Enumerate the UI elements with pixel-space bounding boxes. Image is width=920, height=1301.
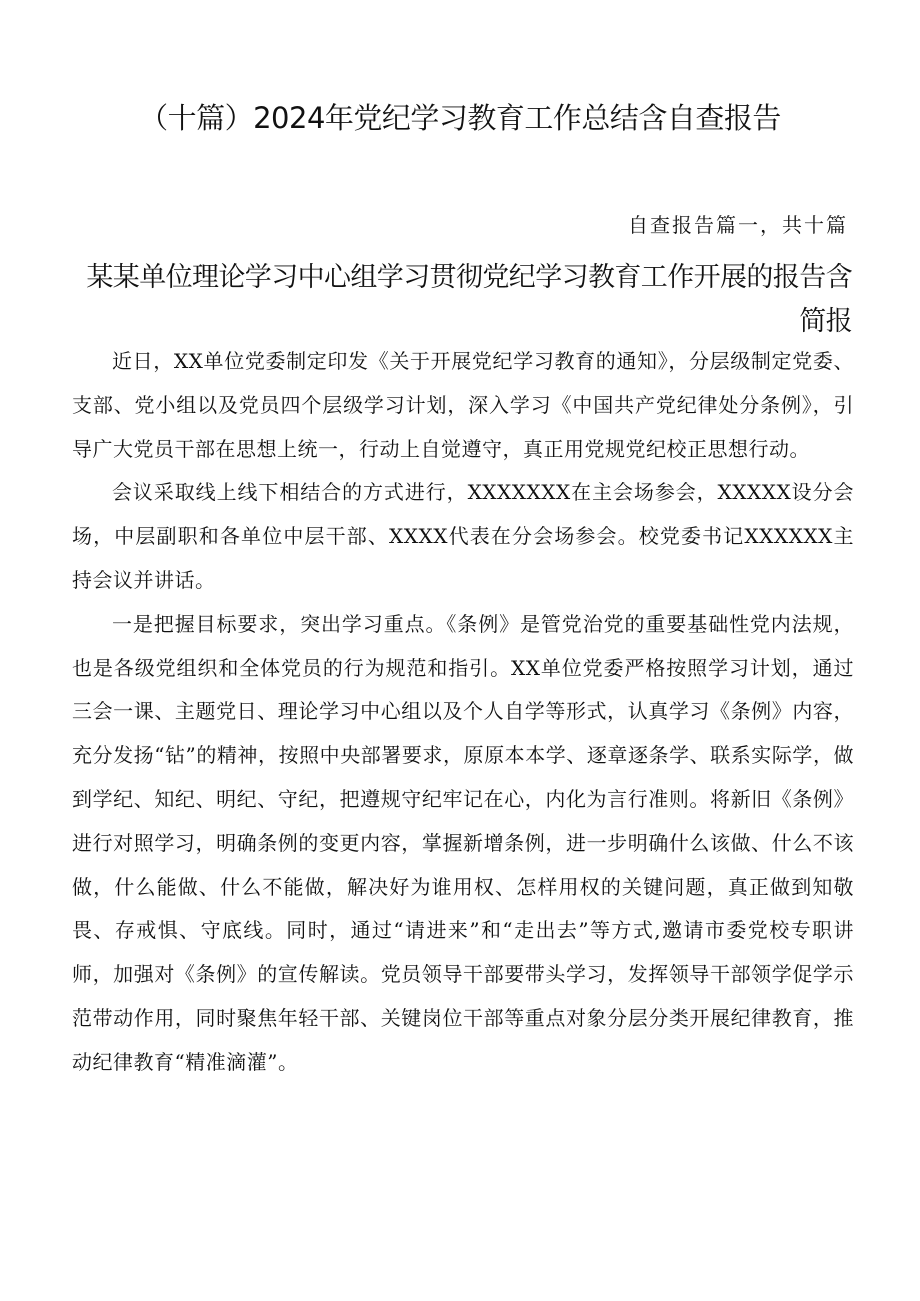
paragraph: 会议采取线上线下相结合的方式进行，XXXXXXX在主会场参会，XXXXX设分会场，中层副职和各单位中层干部、XXXX代表在分会场参会。校党委书记XXXXXX主持会议并讲话。: [72, 480, 854, 592]
section-heading: 某某单位理论学习中心组学习贯彻党纪学习教育工作开展的报告含简报: [86, 262, 852, 337]
body-text: [72, 340, 854, 1085]
document-title: （十篇）2024年党纪学习教育工作总结含自查报告: [139, 101, 781, 135]
paragraph: 近日，XX单位党委制定印发《关于开展党纪学习教育的通知》，分层级制定党委、支部、党小组以及党员四个层级学习计划，深入学习《中国共产党纪律处分条例》，引导广大党员干部在思想上统一，行动上自觉遵守，真正用党规党纪校正思想行动。: [72, 349, 854, 461]
report-subtitle: 自查报告篇一，共十篇: [628, 213, 848, 237]
paragraph: 一是把握目标要求，突出学习重点。《条例》是管党治党的重要基础性党内法规，也是各级党组织和全体党员的行为规范和指引。XX单位党委严格按照学习计划，通过三会一课、主题党日、理论学习中心组以及个人自学等形式，认真学习《条例》内容，充分发扬“钻”的精神，按照中央部署要求，原原本本学、逐章逐条学、联系实际学，做到学纪、知纪、明纪、守纪，把遵规守纪牢记在心，内化为言行准则。将新旧《条例》进行对照学习，明确条例的变更内容，掌握新增条例，进一步明确什么该做、什么不该做，什么能做、什么不能做，解决好为谁用权、怎样用权的关键问题，真正做到知敬畏、存戒惧、守底线。同时，通过“请进来”和“走出去”等方式,邀请市委党校专职讲师，加强对《条例》的宣传解读。党员领导干部要带头学习，发挥领导干部领学促学示范带动作用，同时聚焦年轻干部、关键岗位干部等重点对象分层分类开展纪律教育，推动纪律教育“精准滴灌”。: [72, 611, 854, 1074]
